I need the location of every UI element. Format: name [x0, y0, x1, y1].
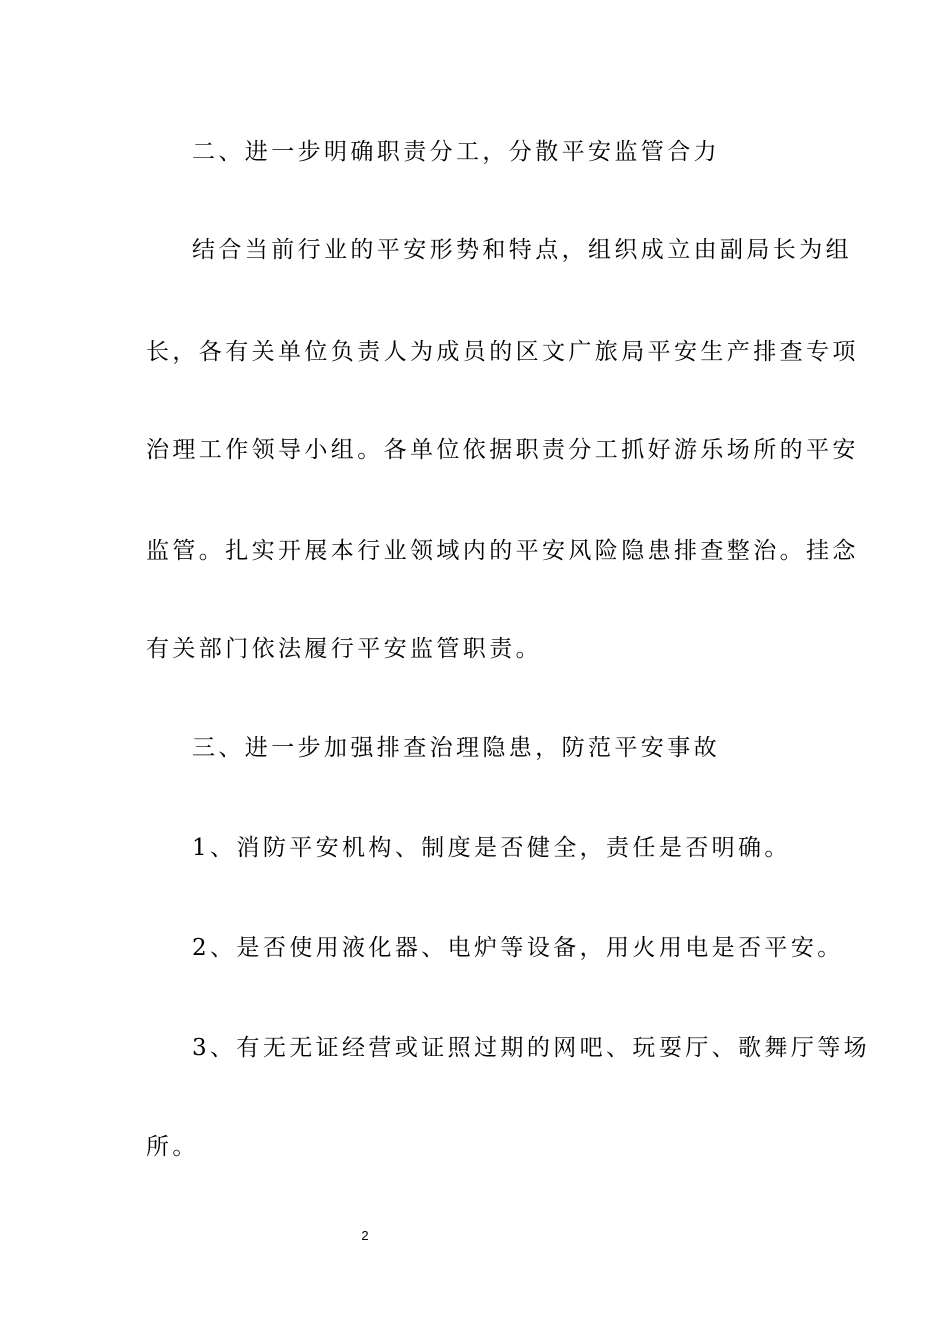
list-item: 1、消防平安机构、制度是否健全，责任是否明确。 [192, 835, 791, 861]
section-heading-2: 二、进一步明确职责分工，分散平安监管合力 [192, 139, 720, 165]
section-heading-3: 三、进一步加强排查治理隐患，防范平安事故 [192, 735, 720, 761]
paragraph-line: 所。 [146, 1134, 199, 1160]
paragraph-line: 监管。扎实开展本行业领域内的平安风险隐患排查整治。挂念 [146, 538, 859, 564]
paragraph-line: 有关部门依法履行平安监管职责。 [146, 636, 542, 662]
paragraph-line: 治理工作领导小组。各单位依据职责分工抓好游乐场所的平安 [146, 437, 859, 463]
list-item: 3、有无无证经营或证照过期的网吧、玩耍厅、歌舞厅等场 [192, 1035, 871, 1061]
page-number: 2 [361, 1228, 369, 1243]
paragraph-line: 结合当前行业的平安形势和特点，组织成立由副局长为组 [192, 237, 852, 263]
paragraph-line: 长，各有关单位负责人为成员的区文广旅局平安生产排查专项 [146, 339, 859, 365]
list-item: 2、是否使用液化器、电炉等设备，用火用电是否平安。 [192, 935, 844, 961]
